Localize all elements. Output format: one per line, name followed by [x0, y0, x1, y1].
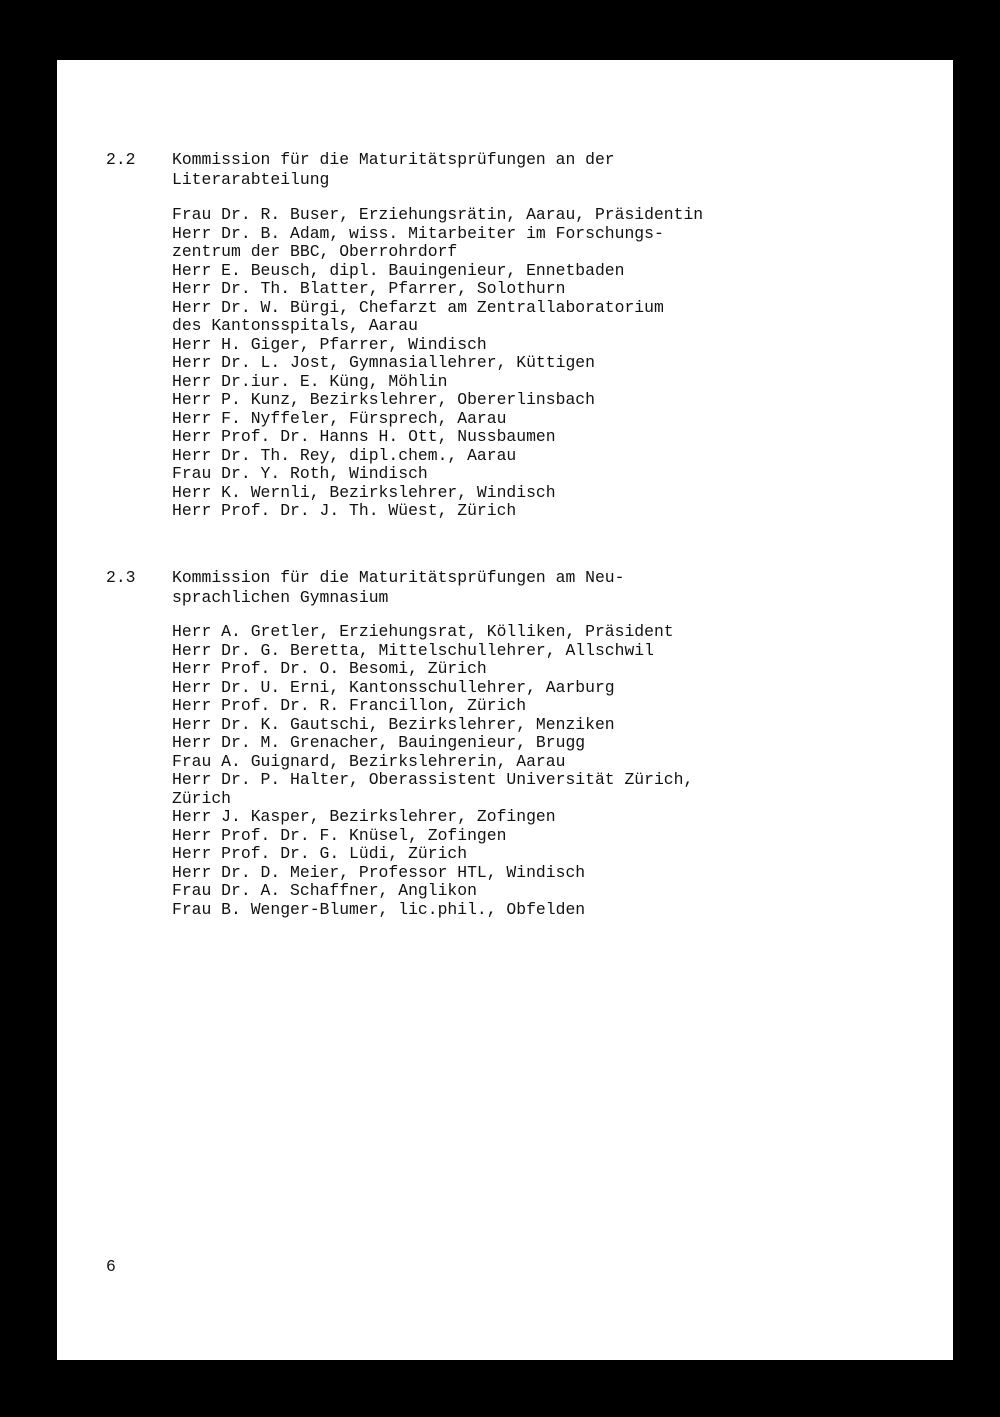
list-item: Herr Dr. D. Meier, Professor HTL, Windisch: [172, 862, 586, 882]
document-page: [57, 60, 953, 1360]
list-item: Herr Dr. G. Beretta, Mittelschullehrer, Allschwil: [172, 640, 654, 660]
section-number: 2.3: [106, 568, 136, 587]
list-item: Herr Dr. Th. Blatter, Pfarrer, Solothurn: [172, 279, 566, 298]
member-list: [172, 623, 693, 919]
list-item: Frau Dr. R. Buser, Erziehungsrätin, Aarau, Präsidentin: [172, 205, 704, 224]
page-number: 6: [106, 1257, 116, 1276]
list-item: Herr Prof. Dr. J. Th. Wüest, Zürich: [172, 501, 517, 520]
list-item: Herr Prof. Dr. O. Besomi, Zürich: [172, 659, 487, 678]
list-item: zentrum der BBC, Oberrohrdorf: [172, 242, 458, 261]
list-item: Herr Dr. K. Gautschi, Bezirkslehrer, Menziken: [172, 714, 615, 734]
list-item: Herr Dr. U. Erni, Kantonsschullehrer, Aarburg: [172, 677, 615, 697]
list-item: Herr Dr. M. Grenacher, Bauingenieur, Brugg: [172, 733, 586, 752]
member-list: [172, 206, 703, 521]
list-item: Herr Prof. Dr. Hanns H. Ott, Nussbaumen: [172, 427, 556, 446]
list-item: Frau Dr. Y. Roth, Windisch: [172, 464, 428, 483]
list-item: Herr Dr. L. Jost, Gymnasiallehrer, Küttigen: [172, 353, 595, 372]
list-item: Frau B. Wenger-Blumer, lic.phil., Obfelden: [172, 899, 586, 919]
list-item: Herr Dr. P. Halter, Oberassistent Universität Zürich,: [172, 770, 694, 789]
list-item: Herr F. Nyffeler, Fürsprech, Aarau: [172, 408, 507, 428]
list-item: Herr Prof. Dr. R. Francillon, Zürich: [172, 696, 527, 715]
list-item: Herr Dr. W. Bürgi, Chefarzt am Zentrallaboratorium: [172, 297, 664, 317]
list-item: Herr K. Wernli, Bezirkslehrer, Windisch: [172, 482, 556, 502]
list-item: Herr Dr.iur. E. Küng, Möhlin: [172, 371, 448, 391]
list-item: Frau Dr. A. Schaffner, Anglikon: [172, 881, 477, 900]
section-title-line: Kommission für die Maturitätsprüfungen am Neu-: [172, 568, 625, 587]
list-item: Herr A. Gretler, Erziehungsrat, Kölliken, Präsident: [172, 622, 674, 641]
list-item: Herr Dr. Th. Rey, dipl.chem., Aarau: [172, 445, 517, 465]
section-title-line: sprachlichen Gymnasium: [172, 588, 389, 607]
section-title: [172, 568, 624, 608]
list-item: Herr Prof. Dr. F. Knüsel, Zofingen: [172, 825, 507, 845]
section-title: [172, 150, 615, 190]
list-item: Herr Prof. Dr. G. Lüdi, Zürich: [172, 844, 468, 863]
list-item: Herr P. Kunz, Bezirkslehrer, Obererlinsbach: [172, 390, 595, 409]
section-title-line: Literarabteilung: [172, 170, 330, 189]
section-number: 2.2: [106, 150, 136, 169]
list-item: Herr E. Beusch, dipl. Bauingenieur, Ennetbaden: [172, 260, 625, 280]
list-item: Herr H. Giger, Pfarrer, Windisch: [172, 334, 487, 354]
section-title-line: Kommission für die Maturitätsprüfungen an der: [172, 150, 615, 169]
list-item: Frau A. Guignard, Bezirkslehrerin, Aarau: [172, 751, 566, 771]
list-item: Herr Dr. B. Adam, wiss. Mitarbeiter im Forschungs-: [172, 223, 664, 243]
list-item: des Kantonsspitals, Aarau: [172, 316, 418, 335]
list-item: Zürich: [172, 788, 232, 808]
list-item: Herr J. Kasper, Bezirkslehrer, Zofingen: [172, 807, 556, 826]
